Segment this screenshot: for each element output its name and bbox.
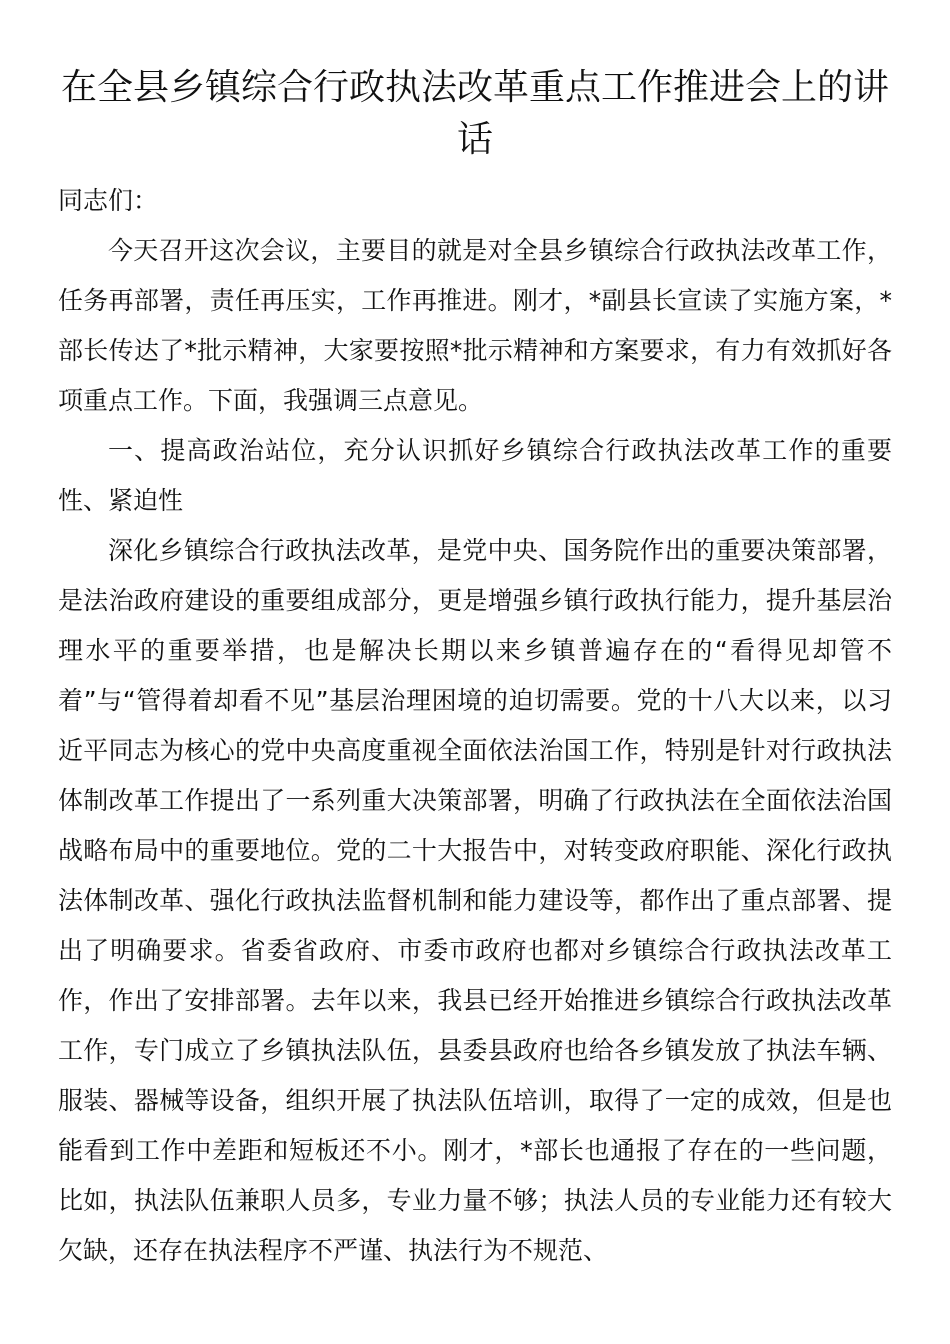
section-heading-one: 一、提高政治站位，充分认识抓好乡镇综合行政执法改革工作的重要性、紧迫性: [58, 436, 892, 515]
section-one-paragraph: 深化乡镇综合行政执法改革，是党中央、国务院作出的重要决策部署，是法治政府建设的重要组成部分，更是增强乡镇行政执行能力，提升基层治理水平的重要举措，也是解决长期以来乡镇普遍存在的“看得见却管不着”与“管得着却看不见”基层治理困境的迫切需要。党的十八大以来，以习近平同志为核心的党中央高度重视全面依法治国工作，特别是针对行政执法体制改革工作提出了一系列重大决策部署，明确了行政执法在全面依法治国战略布局中的重要地位。党的二十大报告中，对转变政府职能、深化行政执法体制改革、强化行政执法监督机制和能力建设等，都作出了重点部署、提出了明确要求。省委省政府、市委市政府也都对乡镇综合行政执法改革工作，作出了安排部署。去年以来，我县已经开始推进乡镇综合行政执法改革工作，专门成立了乡镇执法队伍，县委县政府也给各乡镇发放了执法车辆、服装、器械等设备，组织开展了执法队伍培训，取得了一定的成效，但是也能看到工作中差距和短板还不小。刚才，*部长也通报了存在的一些问题，比如，执法队伍兼职人员多，专业力量不够；执法人员的专业能力还有较大欠缺，还存在执法程序不严谨、执法行为不规范、: [58, 536, 892, 1265]
opening-paragraph: 今天召开这次会议，主要目的就是对全县乡镇综合行政执法改革工作，任务再部署，责任再压实，工作再推进。刚才，*副县长宣读了实施方案，*部长传达了*批示精神，大家要按照*批示精神和方案要求，有力有效抓好各项重点工作。下面，我强调三点意见。: [58, 236, 892, 415]
document-body: [58, 176, 892, 1276]
salutation: 同志们：: [58, 186, 159, 215]
document-title: 在全县乡镇综合行政执法改革重点工作推进会上的讲话: [60, 67, 889, 160]
